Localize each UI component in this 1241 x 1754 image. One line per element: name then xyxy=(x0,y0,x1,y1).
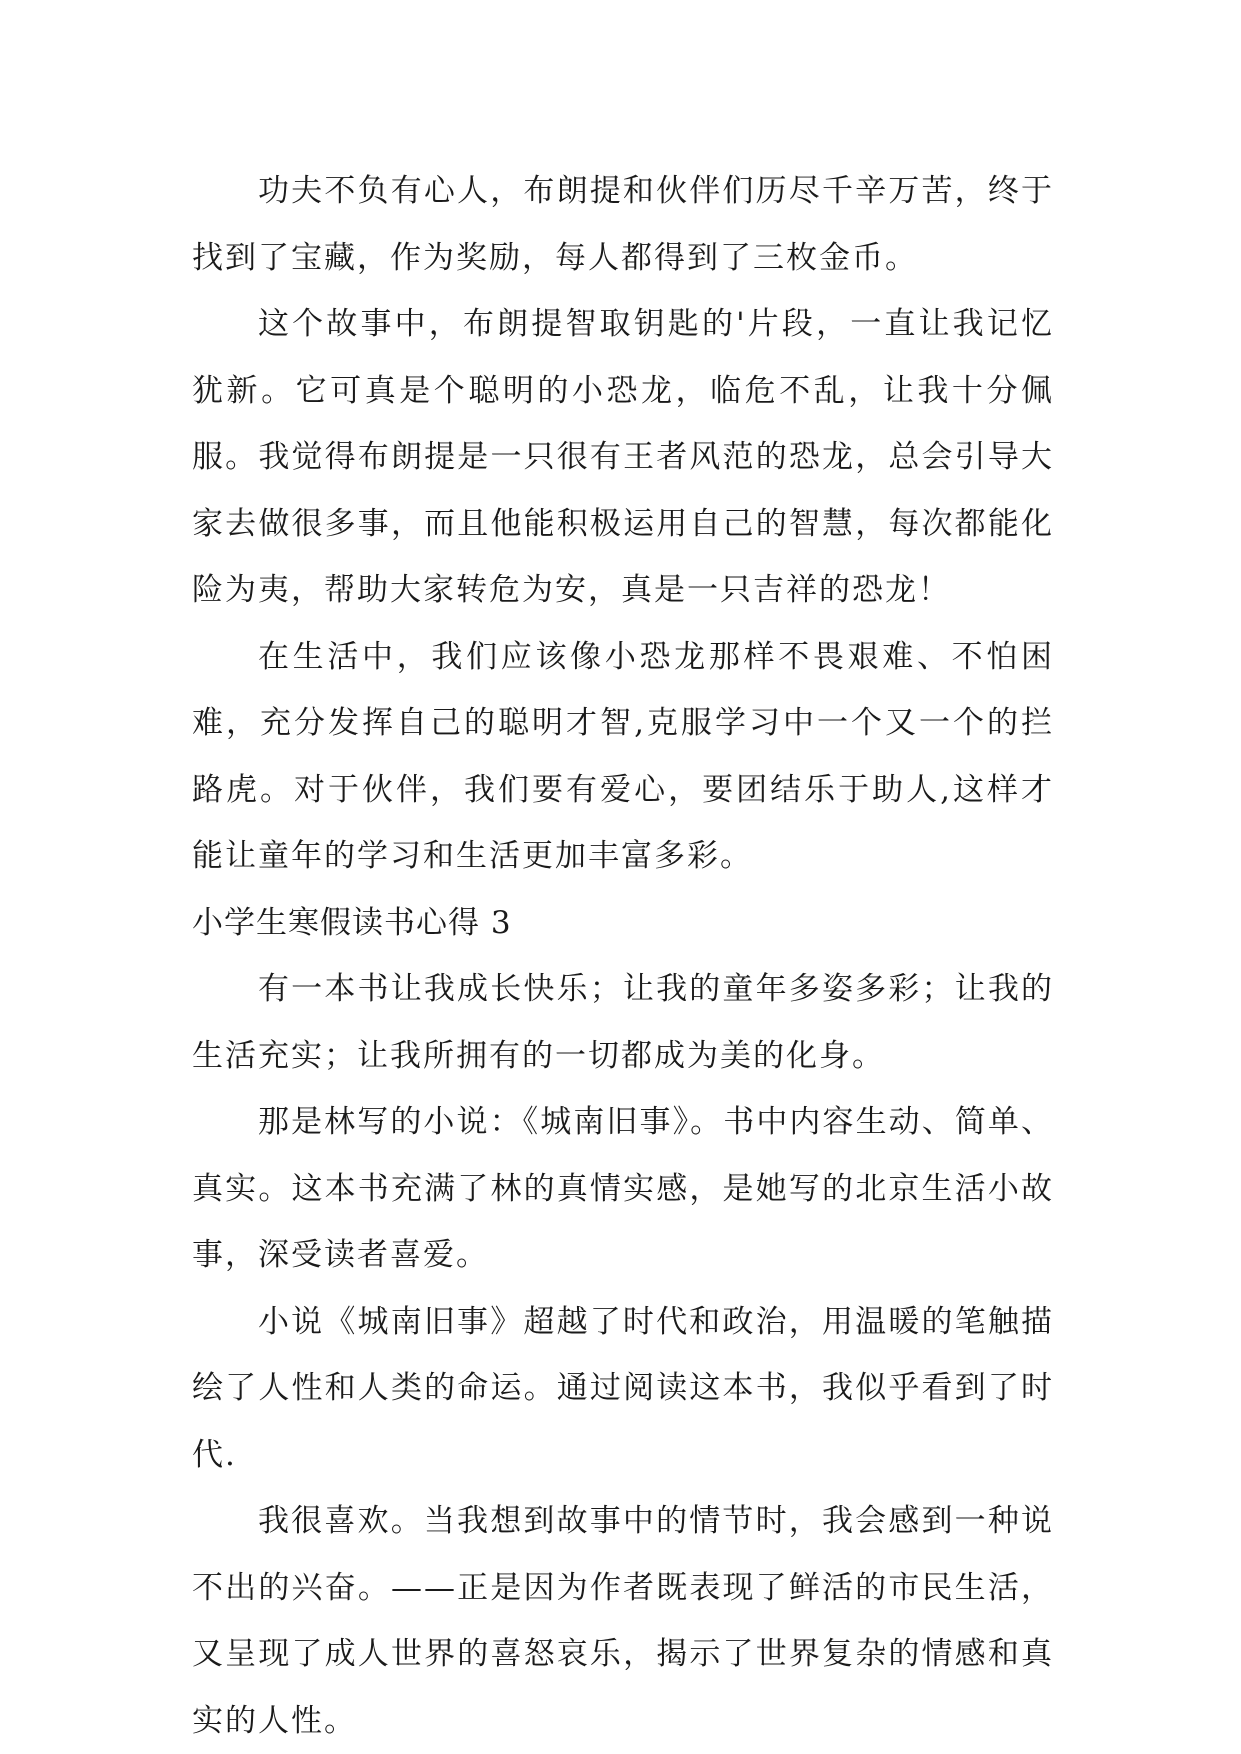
paragraph-novel-description: 那是林写的小说：《城南旧事》。书中内容生动、简单、真实。这本书充满了林的真情实感，是她写的北京生活小故事，深受读者喜爱。 xyxy=(192,1104,1054,1273)
section-heading: 小学生寒假读书心得 3 xyxy=(192,904,512,941)
document-page xyxy=(192,158,1054,1754)
paragraph-novel-themes: 小说《城南旧事》超越了时代和政治，用温暖的笔触描绘了人性和人类的命运。通过阅读这本书，我似乎看到了时代. xyxy=(192,1303,1054,1473)
paragraph-story-reflection: 这个故事中，布朗提智取钥匙的'片段，一直让我记忆犹新。它可真是个聪明的小恐龙，临危不乱，让我十分佩服。我觉得布朗提是一只很有王者风范的恐龙，总会引导大家去做很多事，而且他能积极运用自己的智慧，每次都能化险为夷，帮助大家转危为安，真是一只吉祥的恐龙！ xyxy=(192,306,1054,608)
paragraph-personal-feeling: 我很喜欢。当我想到故事中的情节时，我会感到一种说不出的兴奋。——正是因为作者既表现了鲜活的市民生活，又呈现了成人世界的喜怒哀乐，揭示了世界复杂的情感和真实的人性。 xyxy=(192,1503,1054,1739)
paragraph-book-intro: 有一本书让我成长快乐；让我的童年多姿多彩；让我的生活充实；让我所拥有的一切都成为美的化身。 xyxy=(192,971,1054,1074)
paragraph-life-lesson: 在生活中，我们应该像小恐龙那样不畏艰难、不怕困难，充分发挥自己的聪明才智,克服学习中一个又一个的拦路虎。对于伙伴，我们要有爱心，要团结乐于助人,这样才能让童年的学习和生活更加丰富多彩。 xyxy=(192,638,1054,874)
paragraph-treasure: 功夫不负有心人，布朗提和伙伴们历尽千辛万苦，终于找到了宝藏，作为奖励，每人都得到了三枚金币。 xyxy=(192,173,1054,276)
